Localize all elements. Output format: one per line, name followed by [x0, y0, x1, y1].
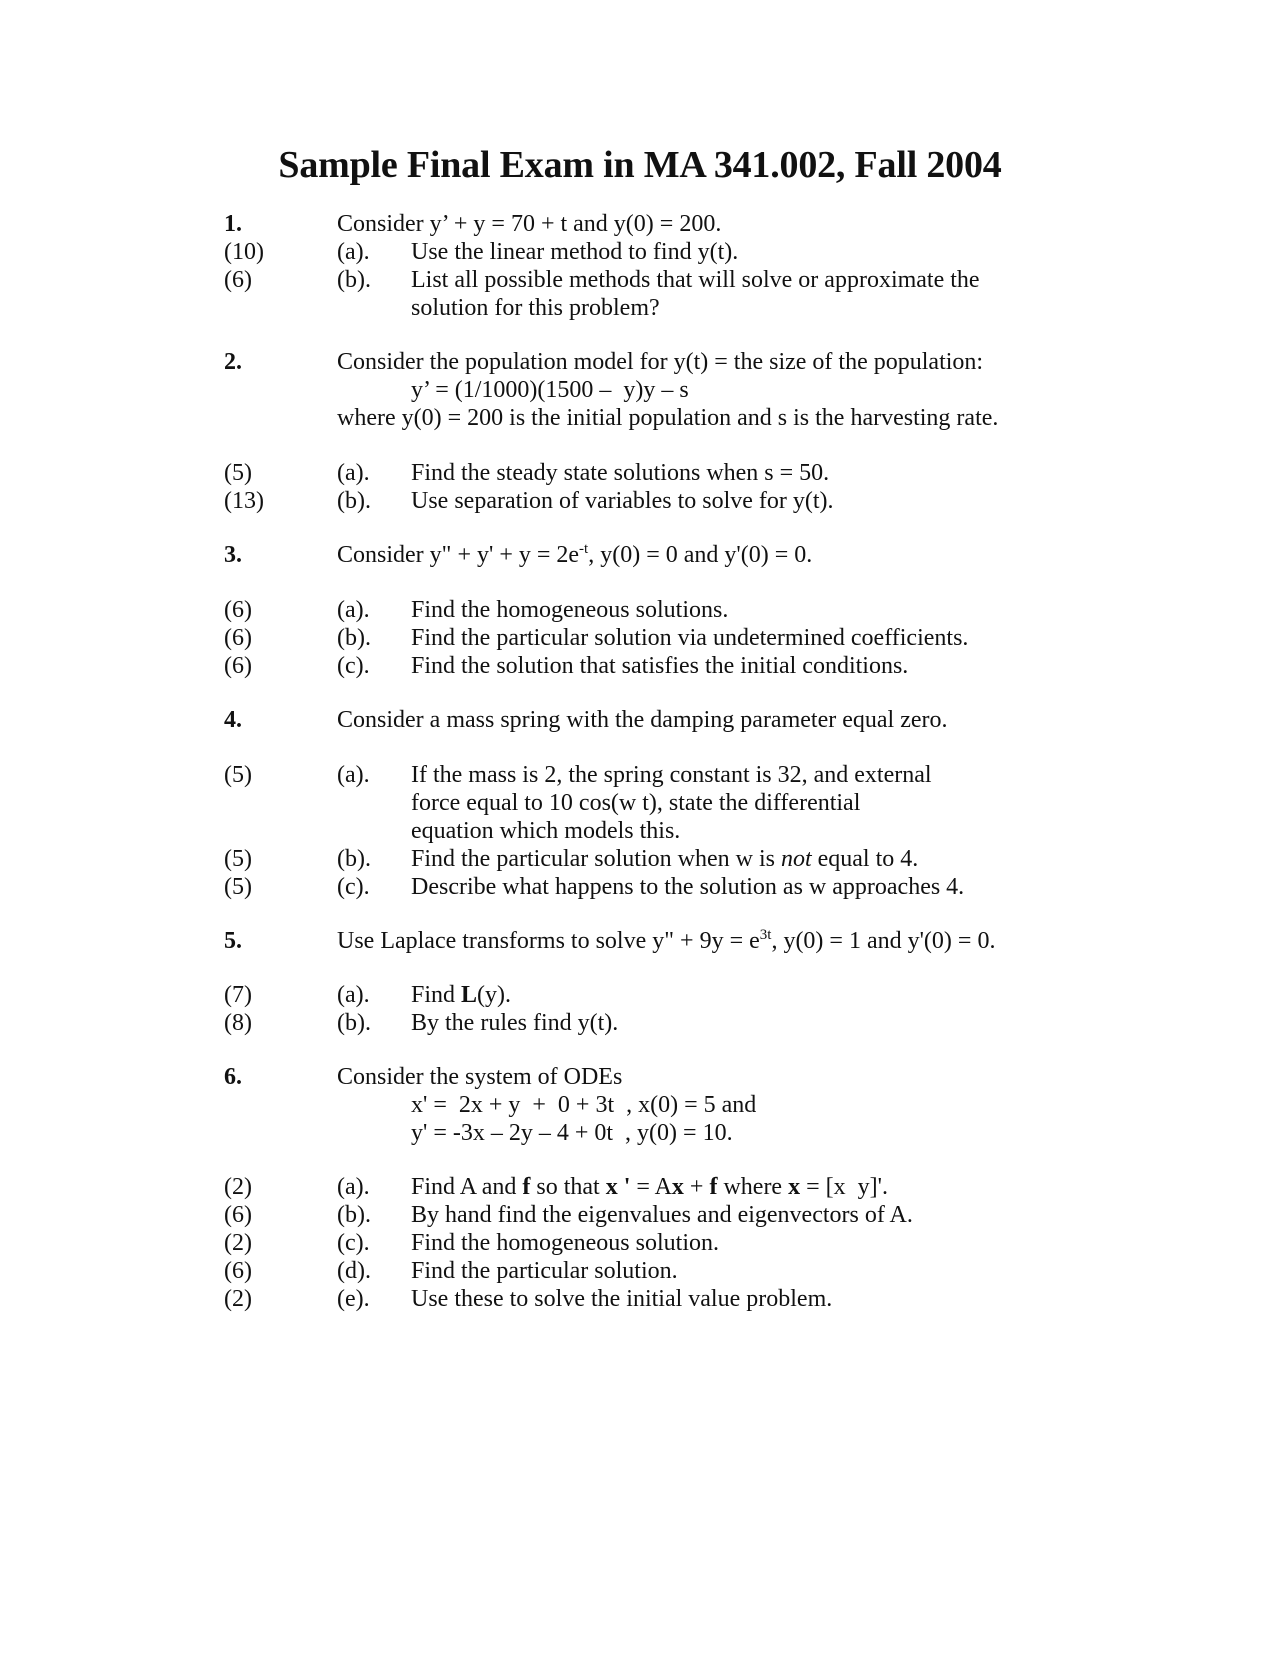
- emphasis: not: [780, 846, 812, 872]
- part-points: (6): [224, 1258, 252, 1284]
- vector-symbol: f: [709, 1174, 718, 1200]
- part-points: (5): [224, 846, 252, 872]
- part-label: (a).: [337, 239, 370, 265]
- problem-stem: Consider y’ + y = 70 + t and y(0) = 200.: [337, 211, 722, 237]
- part-label: (c).: [337, 1230, 370, 1256]
- problem-6-equation-2: [0, 1119, 1280, 1148]
- part-text: [411, 1173, 888, 1202]
- problem-6-part-e: [0, 1285, 1280, 1314]
- problem-4-stem-line: [0, 706, 1280, 735]
- problem-3-part-a: [0, 596, 1280, 625]
- part-label: (b).: [337, 846, 371, 872]
- part-text: List all possible methods that will solve or approximate the: [411, 267, 980, 293]
- problem-6-equation-1: [0, 1091, 1280, 1120]
- problem-number: 6.: [224, 1064, 242, 1090]
- part-label: (c).: [337, 874, 370, 900]
- part-text: Find the steady state solutions when s = 50.: [411, 460, 830, 486]
- problem-number: 4.: [224, 707, 242, 733]
- problem-stem: [337, 541, 812, 570]
- part-points: (2): [224, 1286, 252, 1312]
- text-segment: where: [717, 1174, 789, 1200]
- part-points: (6): [224, 597, 252, 623]
- text-segment: +: [683, 1174, 710, 1200]
- part-text: By hand find the eigenvalues and eigenvectors of A.: [411, 1202, 913, 1228]
- part-points: (5): [224, 460, 252, 486]
- part-label: (b).: [337, 488, 371, 514]
- problem-2-part-b: [0, 487, 1280, 516]
- part-label: (b).: [337, 625, 371, 651]
- part-text: [411, 981, 511, 1010]
- text-segment: so that: [530, 1174, 606, 1200]
- part-points: (5): [224, 762, 252, 788]
- stem-text: , y(0) = 0 and y'(0) = 0.: [588, 542, 813, 568]
- problem-2-where: [0, 404, 1280, 433]
- problem-1-part-b: [0, 266, 1280, 295]
- vector-symbol: x: [671, 1174, 684, 1200]
- part-text: Find the particular solution.: [411, 1258, 678, 1284]
- text-segment: = A: [630, 1174, 672, 1200]
- equation: y’ = (1/1000)(1500 – y)y – s: [411, 377, 689, 403]
- part-label: (e).: [337, 1286, 370, 1312]
- problem-6-part-a: [0, 1173, 1280, 1202]
- part-label: (b).: [337, 267, 371, 293]
- vector-symbol: x ': [605, 1174, 631, 1200]
- part-points: (2): [224, 1230, 252, 1256]
- equation: x' = 2x + y + 0 + 3t , x(0) = 5 and: [411, 1092, 757, 1118]
- part-points: (13): [224, 488, 264, 514]
- part-text: Use the linear method to find y(t).: [411, 239, 739, 265]
- part-text: Use separation of variables to solve for y(t).: [411, 488, 834, 514]
- problem-stem-where: where y(0) = 200 is the initial population and s is the harvesting rate.: [337, 405, 999, 431]
- part-text: By the rules find y(t).: [411, 1010, 619, 1036]
- problem-number: 5.: [224, 928, 242, 954]
- part-points: (7): [224, 982, 252, 1008]
- part-text: Use these to solve the initial value problem.: [411, 1286, 833, 1312]
- problem-stem: Consider the system of ODEs: [337, 1064, 623, 1090]
- problem-4-part-a: [0, 761, 1280, 790]
- part-points: (6): [224, 625, 252, 651]
- part-text-continued: equation which models this.: [411, 818, 681, 844]
- exponent: 3t: [759, 927, 772, 943]
- problem-6-part-c: [0, 1229, 1280, 1258]
- part-points: (8): [224, 1010, 252, 1036]
- text-segment: Find the particular solution when w is: [411, 846, 781, 872]
- part-text: Find the homogeneous solution.: [411, 1230, 719, 1256]
- problem-5-part-a: [0, 981, 1280, 1010]
- problem-stem: [337, 927, 995, 956]
- problem-4-part-a-cont: [0, 789, 1280, 818]
- problem-4-part-c: [0, 873, 1280, 902]
- problem-1-part-a: [0, 238, 1280, 267]
- part-points: (6): [224, 267, 252, 293]
- part-text: Find the homogeneous solutions.: [411, 597, 729, 623]
- part-label: (a).: [337, 460, 370, 486]
- part-text: Describe what happens to the solution as w approaches 4.: [411, 874, 965, 900]
- vector-symbol: x: [788, 1174, 801, 1200]
- text-segment: = [x y]'.: [800, 1174, 888, 1200]
- problem-5-part-b: [0, 1009, 1280, 1038]
- part-points: (6): [224, 653, 252, 679]
- problem-6-part-d: [0, 1257, 1280, 1286]
- problem-4-part-a-cont2: [0, 817, 1280, 846]
- stem-text: , y(0) = 1 and y'(0) = 0.: [771, 928, 996, 954]
- page-title: Sample Final Exam in MA 341.002, Fall 2004: [278, 144, 1002, 186]
- part-label: (b).: [337, 1202, 371, 1228]
- part-text-continued: force equal to 10 cos(w t), state the differential: [411, 790, 861, 816]
- part-points: (5): [224, 874, 252, 900]
- part-label: (a).: [337, 597, 370, 623]
- part-label: (d).: [337, 1258, 371, 1284]
- text-segment: equal to 4.: [811, 846, 919, 872]
- problem-2-stem-line: [0, 348, 1280, 377]
- laplace-operator: L: [461, 982, 478, 1008]
- part-text: Find the particular solution via undetermined coefficients.: [411, 625, 969, 651]
- problem-3-part-b: [0, 624, 1280, 653]
- problem-1-stem-line: [0, 210, 1280, 239]
- part-text: Find the solution that satisfies the initial conditions.: [411, 653, 909, 679]
- problem-4-part-b: [0, 845, 1280, 874]
- vector-symbol: f: [522, 1174, 531, 1200]
- problem-number: 2.: [224, 349, 242, 375]
- problem-number: 1.: [224, 211, 242, 237]
- problem-stem: Consider the population model for y(t) = the size of the population:: [337, 349, 984, 375]
- problem-5-stem-line: [0, 927, 1280, 956]
- problem-3-stem-line: [0, 541, 1280, 570]
- part-label: (a).: [337, 762, 370, 788]
- problem-2-part-a: [0, 459, 1280, 488]
- text-segment: (y).: [477, 982, 512, 1008]
- text-segment: Find A and: [411, 1174, 523, 1200]
- part-label: (c).: [337, 653, 370, 679]
- problem-number: 3.: [224, 542, 242, 568]
- equation: y' = -3x – 2y – 4 + 0t , y(0) = 10.: [411, 1120, 733, 1146]
- problem-3-part-c: [0, 652, 1280, 681]
- part-points: (6): [224, 1202, 252, 1228]
- problem-1-part-b-cont: [0, 294, 1280, 323]
- stem-text: Consider y" + y' + y = 2e: [337, 542, 580, 568]
- part-text-continued: solution for this problem?: [411, 295, 660, 321]
- problem-2-equation: [0, 376, 1280, 405]
- problem-6-part-b: [0, 1201, 1280, 1230]
- text-segment: Find: [411, 982, 462, 1008]
- exponent: -t: [579, 541, 589, 557]
- part-label: (b).: [337, 1010, 371, 1036]
- part-points: (10): [224, 239, 264, 265]
- part-points: (2): [224, 1174, 252, 1200]
- problem-6-stem-line: [0, 1063, 1280, 1092]
- problem-stem: Consider a mass spring with the damping parameter equal zero.: [337, 707, 948, 733]
- stem-text: Use Laplace transforms to solve y" + 9y = e: [337, 928, 760, 954]
- part-text: If the mass is 2, the spring constant is 32, and external: [411, 762, 932, 788]
- part-label: (a).: [337, 982, 370, 1008]
- part-label: (a).: [337, 1174, 370, 1200]
- part-text: [411, 845, 918, 874]
